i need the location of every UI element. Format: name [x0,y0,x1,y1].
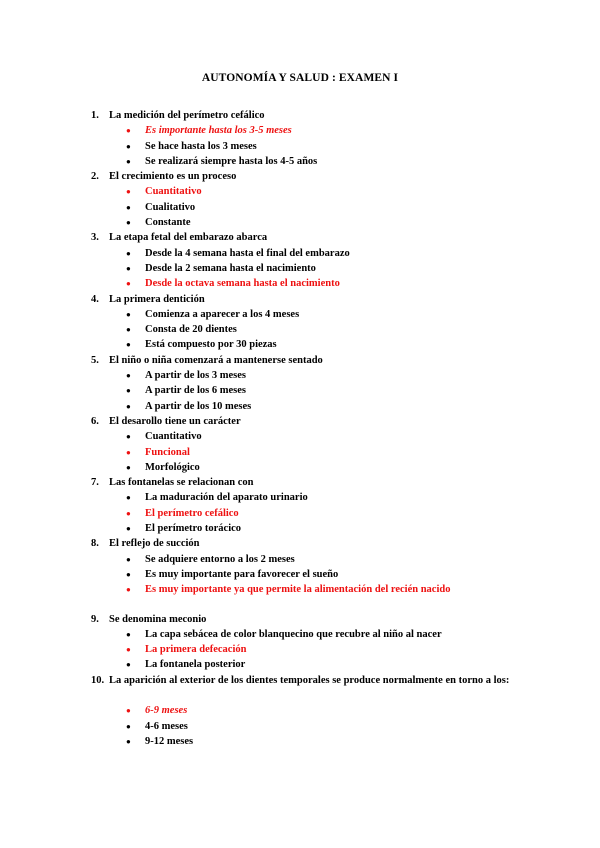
bullet-icon: ● [126,263,131,273]
option-text: Se hace hasta los 3 meses [145,140,257,152]
bullet-icon: ● [126,141,131,151]
question-number: 2. [91,171,99,183]
option-text-correct: Es muy importante ya que permite la alimentación del recién nacido [145,584,451,596]
bullet-icon: ● [126,309,131,319]
question-number: 7. [91,477,99,489]
question-text: Las fontanelas se relacionan con [109,477,254,489]
option-text: Cuantitativo [145,431,202,443]
bullet-icon: ● [126,585,131,595]
option-text: El perímetro torácico [145,523,242,535]
option-text: Consta de 20 dientes [145,324,237,336]
option-text-correct: La primera defecación [145,644,247,656]
option-text: Se realizará siempre hasta los 4-5 años [145,155,318,167]
question-2 [0,169,600,230]
question-5 [0,353,600,414]
question-10 [0,673,600,749]
question-text: La etapa fetal del embarazo abarca [109,232,268,244]
bullet-icon: ● [126,736,131,746]
bullet-icon: ● [126,554,131,564]
question-number: 1. [91,110,99,121]
question-number: 4. [91,293,99,305]
question-8 [0,536,600,597]
question-9 [0,612,600,673]
bullet-icon: ● [126,706,131,716]
bullet-icon: ● [126,524,131,534]
option-text-correct: Funcional [145,446,190,458]
option-text: Se adquiere entorno a los 2 meses [145,553,295,565]
question-text: El niño o niña comenzará a mantenerse sentado [109,354,323,366]
question-text: Se denomina meconio [109,613,207,625]
bullet-icon: ● [126,462,131,472]
option-text: Cualitativo [145,201,196,213]
bullet-icon: ● [126,629,131,639]
question-1 [0,108,600,169]
bullet-icon: ● [126,660,131,670]
option-text: 4-6 meses [145,720,188,732]
bullet-icon: ● [126,432,131,442]
option-text-correct: El perímetro cefálico [145,507,239,519]
question-4 [0,292,600,353]
question-7 [0,475,600,536]
bullet-icon: ● [126,340,131,350]
option-text: A partir de los 10 meses [145,400,252,412]
question-number: 5. [91,354,99,366]
question-6 [0,414,600,475]
bullet-icon: ● [126,218,131,228]
option-text: Desde la 4 semana hasta el final del embarazo [145,247,350,259]
page-title: AUTONOMÍA Y SALUD : EXAMEN I [201,72,399,84]
bullet-icon: ● [126,279,131,289]
option-text: Desde la 2 semana hasta el nacimiento [145,262,316,274]
option-text-correct: Es importante hasta los 3-5 meses [145,125,292,137]
bullet-icon: ● [126,508,131,518]
option-text: La fontanela posterior [145,659,246,671]
question-text: El reflejo de succión [109,538,200,550]
question-text: La medición del perímetro cefálico [109,110,265,121]
bullet-icon: ● [126,386,131,396]
question-3 [0,230,600,291]
bullet-icon: ● [126,126,131,136]
bullet-icon: ● [126,187,131,197]
bullet-icon: ● [126,248,131,258]
option-text: Comienza a aparecer a los 4 meses [145,308,300,320]
bullet-icon: ● [126,493,131,503]
option-text-correct: 6-9 meses [145,705,188,717]
bullet-icon: ● [126,401,131,411]
bullet-icon: ● [126,645,131,655]
bullet-icon: ● [126,371,131,381]
question-text: La primera dentición [109,293,205,305]
option-text: Está compuesto por 30 piezas [145,339,277,351]
bullet-icon: ● [126,156,131,166]
option-text-correct: Cuantitativo [145,186,202,198]
option-text: Es muy importante para favorecer el sueño [145,568,339,580]
bullet-icon: ● [126,721,131,731]
bullet-icon: ● [126,447,131,457]
option-text-correct: Desde la octava semana hasta el nacimiento [145,278,340,290]
question-number: 8. [91,538,99,550]
question-number: 6. [91,415,99,427]
question-text: La aparición al exterior de los dientes temporales se produce normalmente en torno a los: [109,674,510,686]
option-text: 9-12 meses [145,735,194,747]
option-text: La capa sebácea de color blanquecino que recubre al niño al nacer [145,628,442,640]
question-text: El desarollo tiene un carácter [109,415,241,427]
option-text: A partir de los 3 meses [145,370,247,382]
question-number: 3. [91,232,99,244]
question-list [0,108,600,749]
question-number: 9. [91,613,99,625]
option-text: La maduración del aparato urinario [145,492,308,504]
option-text: Constante [145,217,191,229]
bullet-icon: ● [126,325,131,335]
bullet-icon: ● [126,569,131,579]
option-text: A partir de los 6 meses [145,385,247,397]
option-text: Morfológico [145,461,200,473]
question-number: 10. [91,674,105,686]
question-text: El crecimiento es un proceso [109,171,237,183]
bullet-icon: ● [126,202,131,212]
